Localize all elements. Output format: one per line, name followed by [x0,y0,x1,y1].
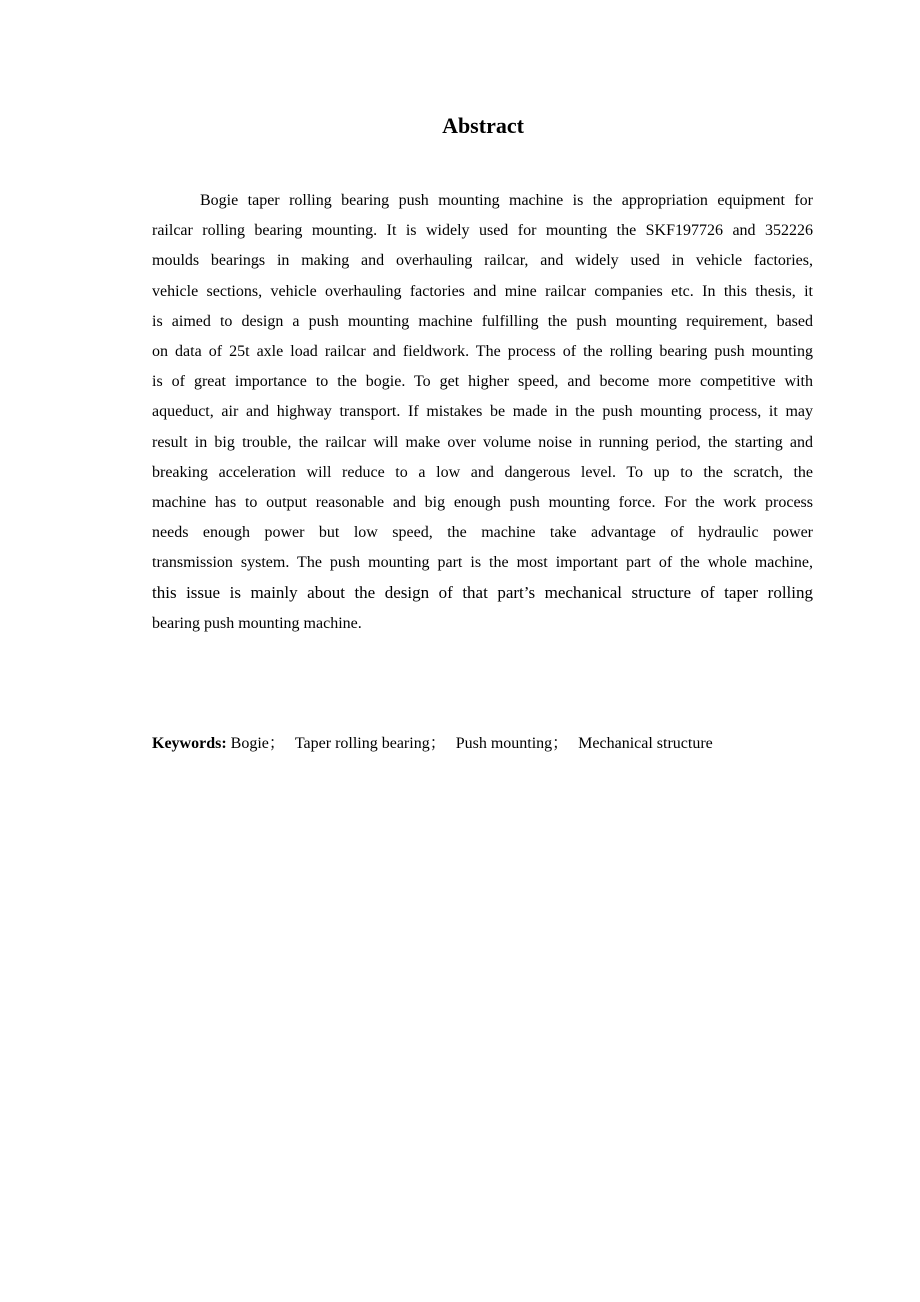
abstract-line: railcar rolling bearing mounting. It is widely used for mounting the SKF197726 and 352226 [152,222,813,240]
abstract-line: result in big trouble, the railcar will make over volume noise in running period, the starting and [152,433,813,451]
abstract-line: machine has to output reasonable and big enough push mounting force. For the work process [152,493,813,511]
keyword-item: Mechanical structure [578,735,713,752]
abstract-line: this issue is mainly about the design of that part’s mechanical structure of taper rolling [152,583,813,603]
abstract-line: transmission system. The push mounting part is the most important part of the whole machine, [152,554,813,572]
abstract-line: bearing push mounting machine. [152,614,362,632]
abstract-line: breaking acceleration will reduce to a low and dangerous level. To up to the scratch, the [152,463,813,481]
keyword-separator: ； [268,735,285,752]
keyword-item: Taper rolling bearing [294,735,430,752]
keyword-separator: ； [552,735,569,752]
abstract-paragraph [152,186,813,639]
abstract-line: Bogie taper rolling bearing push mounting machine is the appropriation equipment for [200,192,813,209]
abstract-line: is of great importance to the bogie. To get higher speed, and become more competitive with [152,373,813,391]
keyword-separator: ； [429,735,446,752]
abstract-line: moulds bearings in making and overhauling railcar, and widely used in vehicle factories, [152,252,813,270]
abstract-line: needs enough power but low speed, the machine take advantage of hydraulic power [152,524,813,542]
abstract-line: aqueduct, air and highway transport. If mistakes be made in the push mounting process, it may [152,403,813,421]
keywords-label: Keywords: [152,735,227,752]
abstract-line: vehicle sections, vehicle overhauling factories and mine railcar companies etc. In this thesis, it [152,282,813,300]
keyword-item: Bogie [230,735,269,752]
keyword-item: Push mounting [455,735,553,752]
abstract-title: Abstract [442,113,524,138]
keywords-line [152,731,713,757]
abstract-line: on data of 25t axle load railcar and fieldwork. The process of the rolling bearing push mounting [152,342,813,360]
abstract-line: is aimed to design a push mounting machine fulfilling the push mounting requirement, based [152,312,813,330]
